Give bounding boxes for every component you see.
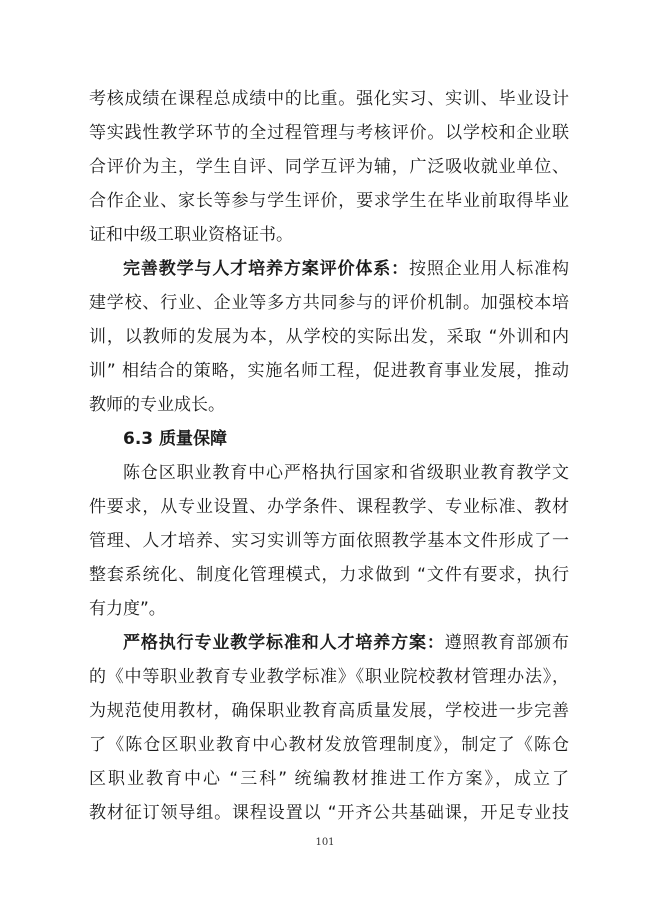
text-line: 陈仓区职业教育中心严格执行国家和省级职业教育教学文 — [123, 463, 569, 483]
text-line: 等实践性教学环节的全过程管理与考核评价。以学校和企业联 — [89, 123, 569, 143]
text-line: 训” 相结合的策略，实施名师工程，促进教育事业发展，推动 — [89, 361, 569, 381]
text-run: 遵照教育部颁布 — [444, 633, 569, 653]
text-line: 证和中级工职业资格证书。 — [89, 225, 293, 245]
text-line: 建学校、行业、企业等多方共同参与的评价机制。加强校本培 — [89, 293, 569, 313]
page-number: 101 — [315, 837, 335, 848]
text-line: 合作企业、家长等参与学生评价，要求学生在毕业前取得毕业 — [89, 191, 569, 211]
text-run: 按照企业用人标准构 — [409, 259, 569, 279]
paragraph-standards — [89, 626, 569, 830]
text-line: 的《中等职业教育专业教学标准》《职业院校教材管理办法》， — [89, 667, 569, 687]
paragraph-quality — [89, 456, 569, 626]
bold-lead: 严格执行专业教学标准和人才培养方案： — [123, 633, 445, 653]
text-line: 整套系统化、制度化管理模式，力求做到 “文件有要求，执行 — [89, 565, 569, 585]
body-text — [89, 82, 569, 830]
text-line: 教材征订领导组。课程设置以 “开齐公共基础课，开足专业技 — [89, 803, 569, 823]
text-line: 管理、人才培养、实习实训等方面依照教学基本文件形成了一 — [89, 531, 569, 551]
text-line: 合评价为主，学生自评、同学互评为辅，广泛吸收就业单位、 — [89, 157, 569, 177]
text-line — [89, 626, 569, 660]
section-heading: 6.3 质量保障 — [123, 429, 228, 449]
text-line: 教师的专业成长。 — [89, 395, 225, 415]
paragraph-assessment — [89, 82, 569, 252]
text-line — [89, 252, 569, 286]
text-line: 考核成绩在课程总成绩中的比重。强化实习、实训、毕业设计 — [89, 89, 569, 109]
paragraph-evaluation-system — [89, 252, 569, 422]
text-line: 件要求，从专业设置、办学条件、课程教学、专业标准、教材 — [89, 497, 569, 517]
bold-lead: 完善教学与人才培养方案评价体系： — [123, 259, 409, 279]
text-line: 有力度”。 — [89, 599, 166, 619]
text-line: 了《陈仓区职业教育中心教材发放管理制度》，制定了《陈仓 — [89, 735, 569, 755]
text-line: 训，以教师的发展为本，从学校的实际出发，采取 “外训和内 — [89, 327, 569, 347]
text-line: 区职业教育中心 “三科” 统编教材推进工作方案》，成立了 — [89, 769, 569, 789]
text-line: 为规范使用教材，确保职业教育高质量发展，学校进一步完善 — [89, 701, 569, 721]
